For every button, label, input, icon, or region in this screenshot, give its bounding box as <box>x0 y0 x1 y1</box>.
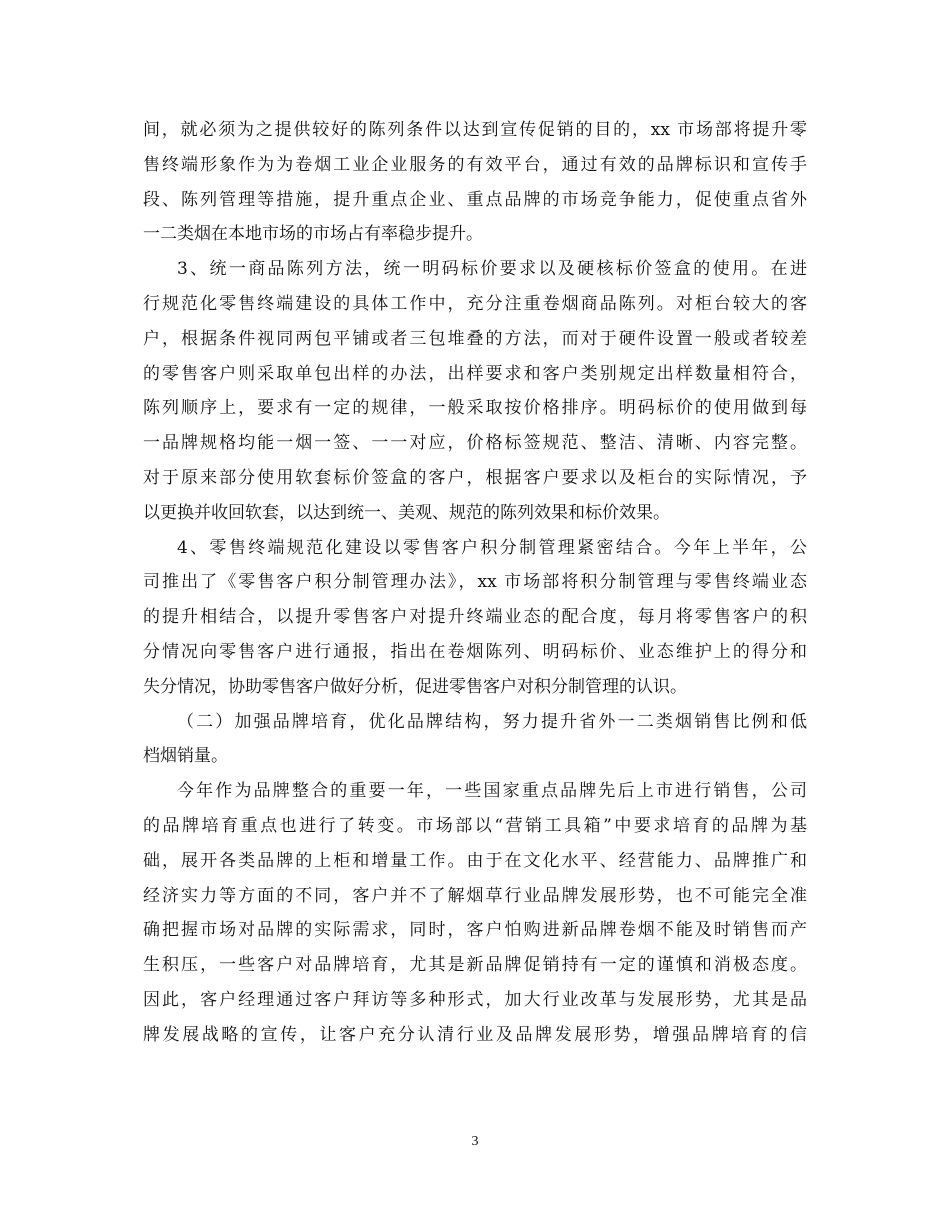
text-line: 行规范化零售终端建设的具体工作中，充分注重卷烟商品陈列。对柜台较大的客 <box>143 293 807 314</box>
text-line: 3、统一商品陈列方法，统一明码标价要求以及硬核标价签盒的使用。在进 <box>177 259 807 280</box>
text-line: 对于原来部分使用软套标价签盒的客户，根据客户要求以及柜台的实际情况，予 <box>143 467 807 488</box>
text-line: 牌发展战略的宣传，让客户充分认清行业及品牌发展形势，增强品牌培育的信 <box>143 1024 807 1045</box>
text-line: 础，展开各类品牌的上柜和增量工作。由于在文化水平、经营能力、品牌推广和 <box>143 850 807 871</box>
text-line: 经济实力等方面的不同，客户并不了解烟草行业品牌发展形势，也不可能完全准 <box>143 885 807 906</box>
text-line: 档烟销量。 <box>143 746 228 767</box>
text-line: 失分情况，协助零售客户做好分析，促进零售客户对积分制管理的认识。 <box>143 676 687 697</box>
text-line: 一二类烟在本地市场的市场占有率稳步提升。 <box>143 224 483 245</box>
text-line: 陈列顺序上，要求有一定的规律，一般采取按价格排序。明码标价的使用做到每 <box>143 398 807 419</box>
text-line: 因此，客户经理通过客户拜访等多种形式，加大行业改革与发展形势，尤其是品 <box>143 989 807 1010</box>
text-line: 生积压，一些客户对品牌培育，尤其是新品牌促销持有一定的谨慎和消极态度。 <box>143 955 807 976</box>
text-line: 售终端形象作为为卷烟工业企业服务的有效平台，通过有效的品牌标识和宣传手 <box>143 154 807 175</box>
page-number: 3 <box>471 1134 479 1149</box>
text-line: 的零售客户则采取单包出样的办法，出样要求和客户类别规定出样数量相符合， <box>143 363 807 384</box>
text-line: 4、零售终端规范化建设以零售客户积分制管理紧密结合。今年上半年，公 <box>177 537 807 558</box>
text-line: 的提升相结合，以提升零售客户对提升终端业态的配合度，每月将零售客户的积 <box>143 607 807 628</box>
text-line: 司推出了《零售客户积分制管理办法》，xx 市场部将积分制管理与零售终端业态 <box>143 572 807 593</box>
text-line: 确把握市场对品牌的实际需求，同时，客户怕购进新品牌卷烟不能及时销售而产 <box>143 920 807 941</box>
text-line: 以更换并收回软套，以达到统一、美观、规范的陈列效果和标价效果。 <box>143 502 670 523</box>
text-line: 今年作为品牌整合的重要一年，一些国家重点品牌先后上市进行销售，公司 <box>177 781 807 802</box>
text-line: 的品牌培育重点也进行了转变。市场部以“营销工具箱”中要求培育的品牌为基 <box>143 815 807 836</box>
text-line: 户，根据条件视同两包平铺或者三包堆叠的方法，而对于硬件设置一般或者较差 <box>143 328 807 349</box>
text-line: 一品牌规格均能一烟一签、一一对应，价格标签规范、整洁、清晰、内容完整。 <box>143 433 807 454</box>
text-line: （二）加强品牌培育，优化品牌结构，努力提升省外一二类烟销售比例和低 <box>177 711 807 732</box>
text-line: 间，就必须为之提供较好的陈列条件以达到宣传促销的目的，xx 市场部将提升零 <box>143 120 807 140</box>
text-line: 分情况向零售客户进行通报，指出在卷烟陈列、明码标价、业态维护上的得分和 <box>143 641 807 662</box>
text-line: 段、陈列管理等措施，提升重点企业、重点品牌的市场竞争能力，促使重点省外 <box>143 189 807 210</box>
body-text <box>143 113 807 1053</box>
